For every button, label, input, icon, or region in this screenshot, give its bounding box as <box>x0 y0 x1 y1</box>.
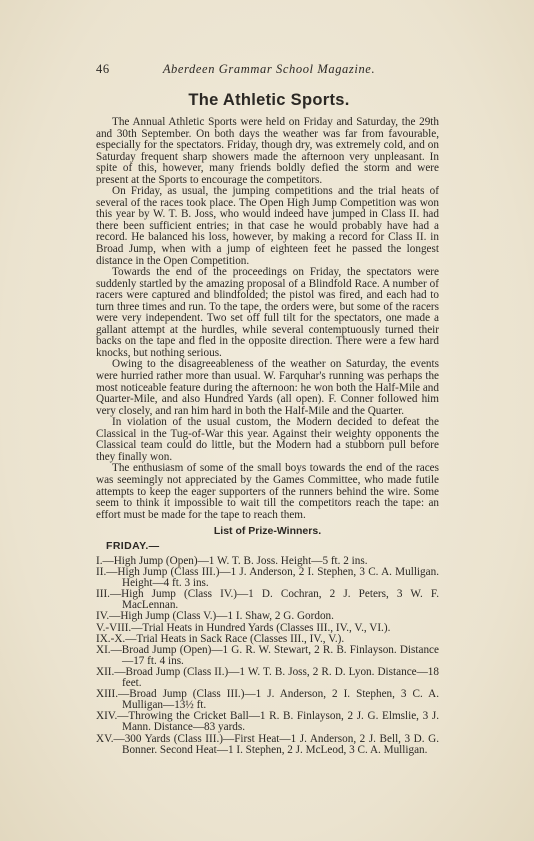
paragraph: The enthusiasm of some of the small boys towards the end of the races was seemingly not appreciated by the Games Committee, who made futile attempts to keep the eager supporters of the runners behind the wire. Some seem to think it impossible to wait till the competitors reach the tape: an effort must be made for the tape to reach them. <box>96 462 439 521</box>
article-body <box>96 117 439 521</box>
prize-item: XV.—300 Yards (Class III.)—First Heat—1 J. Anderson, 2 J. Bell, 3 D. G. Bonner. Second Heat—1 I. Stephen, 2 J. McLeod, 3 C. A. Mulligan. <box>96 732 439 756</box>
running-title: Aberdeen Grammar School Magazine. <box>162 62 376 76</box>
prize-item: IX.-X.—Trial Heats in Sack Race (Classes III., IV., V.). <box>96 632 345 645</box>
page-number: 46 <box>96 62 110 76</box>
page-header <box>96 62 442 78</box>
prize-item: III.—High Jump (Class IV.)—1 D. Cochran, 2 J. Peters, 3 W. F. MacLennan. <box>96 588 439 612</box>
prize-item: V.-VIII.—Trial Heats in Hundred Yards (Classes III., IV., V., VI.). <box>96 621 391 634</box>
prize-item: XII.—Broad Jump (Class II.)—1 W. T. B. Joss, 2 R. D. Lyon. Distance—18 feet. <box>96 665 439 690</box>
paragraph: The Annual Athletic Sports were held on Friday and Saturday, the 29th and 30th September. On both days the weather was far from favourable, especially for the spectators. Friday, though dry, was extremely cold, and on Saturday frequent sharp showers made the afternoon very unpleasant. In spite of this, however, many friends boldly defied the storm and were present at the Sports to encourage the competitors. <box>96 116 439 186</box>
prize-item: II.—High Jump (Class III.)—1 J. Anderson, 2 I. Stephen, 3 C. A. Mulligan. Height—4 ft. 3 ins. <box>96 566 439 590</box>
prize-list <box>96 556 439 756</box>
paragraph: In violation of the usual custom, the Modern decided to defeat the Classical in the Tug-of-War this year. Against their weighty opponents the Classical team could do little, but the Modern had a stubborn pull before they finally won. <box>96 416 439 463</box>
paragraph: Towards the end of the proceedings on Friday, the spectators were suddenly startled by the amazing proposal of a Blindfold Race. A number of racers were captured and blindfolded; the pistol was fired, and each had to turn three times and run. To the tape, the orders were, but some of the racers were very independent. Two set off full tilt for the spectators, one made a gallant attempt at the hurdles, while several contemptuously turned their backs on the tape and fled in the opposite direction. There were a few hard knocks, but nothing serious. <box>96 266 439 359</box>
paragraph: On Friday, as usual, the jumping competitions and the trial heats of several of the races took place. The Open High Jump Competition was won this year by W. T. B. Joss, who would indeed have jumped in Class II. had there been sufficient entries; in that case he would probably have had a record. He balanced his loss, however, by making a record for Class II. in Broad Jump, when with a jump of eighteen feet he passed the longest distance in the Open Competition. <box>96 185 439 267</box>
article-title: The Athletic Sports. <box>188 91 350 109</box>
prize-item: XI.—Broad Jump (Open)—1 G. R. W. Stewart, 2 R. B. Finlayson. Distance—17 ft. 4 ins. <box>96 643 439 667</box>
prize-item: XIV.—Throwing the Cricket Ball—1 R. B. Finlayson, 2 J. G. Elmslie, 3 J. Mann. Distance—83 yards. <box>96 710 439 734</box>
prize-item: IV.—High Jump (Class V.)—1 I. Shaw, 2 G. Gordon. <box>96 610 334 623</box>
prize-list-title: List of Prize-Winners. <box>213 525 322 537</box>
prize-item: I.—High Jump (Open)—1 W. T. B. Joss. Height—5 ft. 2 ins. <box>96 555 368 567</box>
day-heading: FRIDAY.— <box>106 540 160 552</box>
paragraph: Owing to the disagreeableness of the weather on Saturday, the events were hurried rather more than usual. W. Farquhar's running was perhaps the most noticeable feature during the afternoon: he won both the Half-Mile and Quarter-Mile, and also Hundred Yards (all open). F. Conner followed him very closely, and ran him hard in both the Half-Mile and the Quarter. <box>96 358 439 417</box>
prize-item: XIII.—Broad Jump (Class III.)—1 J. Anderson, 2 I. Stephen, 3 C. A. Mulligan—13½ ft. <box>96 688 439 712</box>
